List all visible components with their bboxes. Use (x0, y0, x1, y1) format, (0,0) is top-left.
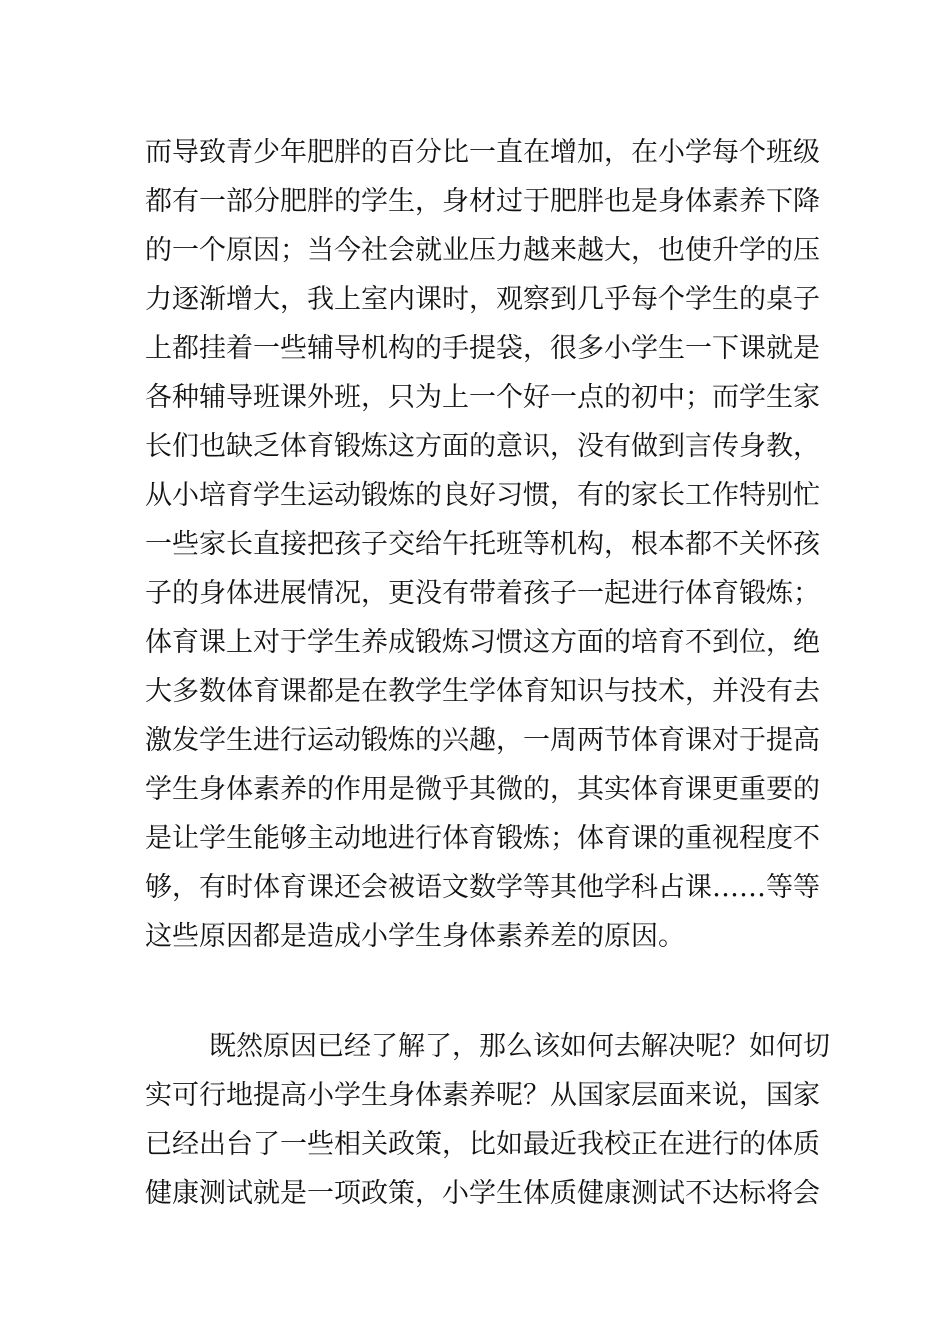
text-line: 力逐渐增大，我上室内课时，观察到几乎每个学生的桌子 (145, 284, 820, 315)
text-line: 健康测试就是一项政策，小学生体质健康测试不达标将会 (145, 1178, 820, 1209)
text-line: 长们也缺乏体育锻炼这方面的意识，没有做到言传身教， (145, 431, 820, 462)
text-line: 这些原因都是造成小学生身体素养差的原因。 (145, 921, 685, 952)
text-line: 是让学生能够主动地进行体育锻炼；体育课的重视程度不 (145, 823, 820, 854)
text-line: 子的身体进展情况，更没有带着孩子一起进行体育锻炼； (145, 578, 820, 609)
text-line: 实可行地提高小学生身体素养呢？从国家层面来说，国家 (145, 1080, 820, 1111)
text-line: 都有一部分肥胖的学生，身材过于肥胖也是身体素养下降 (145, 186, 820, 217)
text-line: 够，有时体育课还会被语文数学等其他学科占课……等等 (145, 872, 820, 903)
text-line: 一些家长直接把孩子交给午托班等机构，根本都不关怀孩 (145, 529, 820, 560)
text-line: 已经出台了一些相关政策，比如最近我校正在进行的体质 (145, 1129, 820, 1160)
text-line: 既然原因已经了解了，那么该如何去解决呢？如何切 (209, 1031, 830, 1062)
text-line: 激发学生进行运动锻炼的兴趣，一周两节体育课对于提高 (145, 725, 820, 756)
text-line: 的一个原因；当今社会就业压力越来越大，也使升学的压 (145, 235, 820, 266)
text-line: 学生身体素养的作用是微乎其微的，其实体育课更重要的 (145, 774, 820, 805)
text-line: 体育课上对于学生养成锻炼习惯这方面的培育不到位，绝 (145, 627, 820, 658)
text-line: 从小培育学生运动锻炼的良好习惯，有的家长工作特别忙 (145, 480, 820, 511)
text-line: 上都挂着一些辅导机构的手提袋，很多小学生一下课就是 (145, 333, 820, 364)
text-line: 大多数体育课都是在教学生学体育知识与技术，并没有去 (145, 676, 820, 707)
text-line: 而导致青少年肥胖的百分比一直在增加，在小学每个班级 (145, 137, 820, 168)
text-line: 各种辅导班课外班，只为上一个好一点的初中；而学生家 (145, 382, 820, 413)
